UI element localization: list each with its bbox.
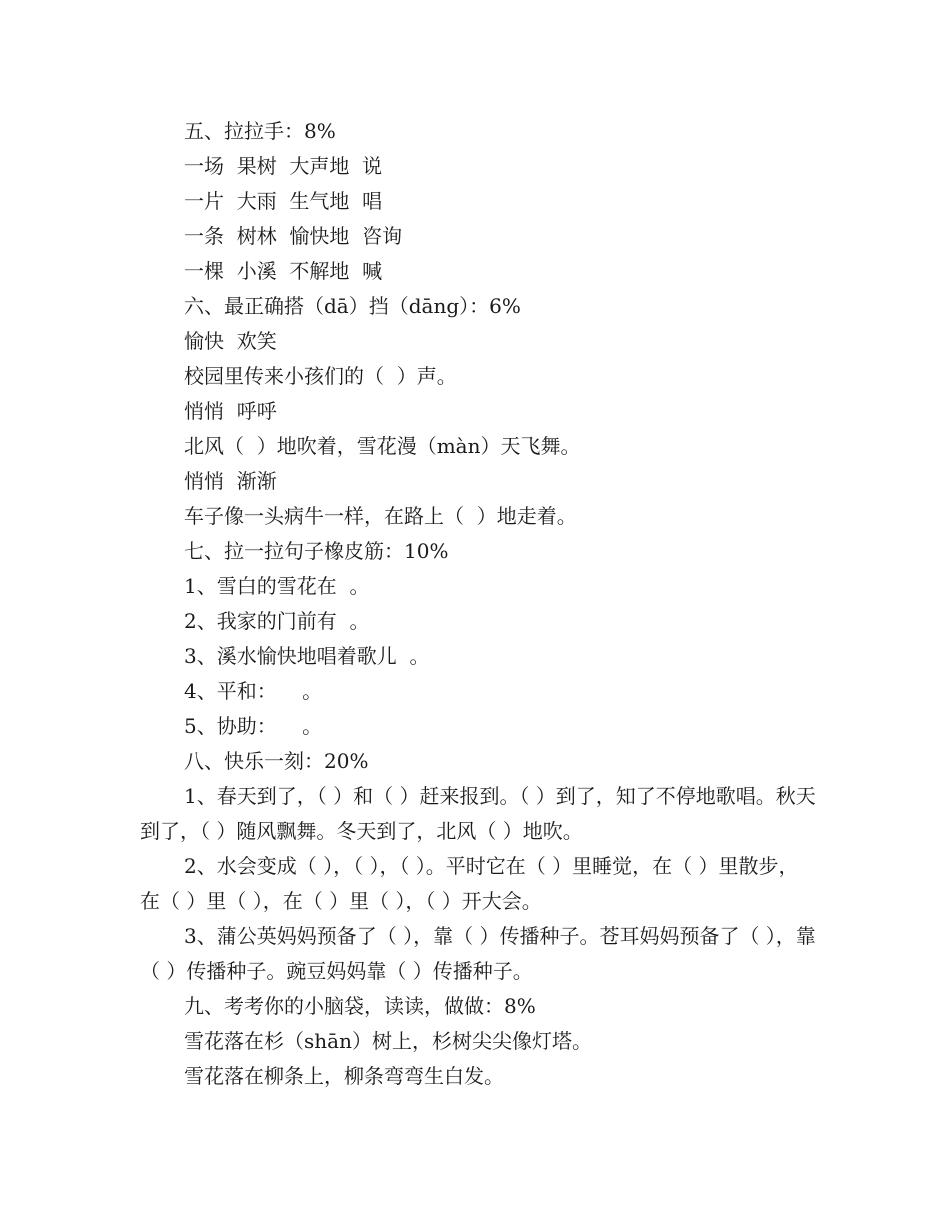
fill-sentence-2: 北风（ ）地吹着，雪花漫（màn）天飞舞。 [184, 434, 581, 458]
word-match-row-1: 一场 果树 大声地 说 [184, 154, 383, 178]
section-heading-6: 六、最正确搭（dā）挡（dāng）：6% [184, 294, 521, 318]
section-heading-5: 五、拉拉手：8% [184, 119, 336, 143]
sentence-extend-5: 5、协助： 。 [184, 714, 323, 738]
sentence-extend-2: 2、我家的门前有 。 [184, 609, 370, 633]
poem-line-2: 雪花落在柳条上，柳条弯弯生白发。 [184, 1064, 504, 1088]
fill-sentence-3: 车子像一头病牛一样，在路上（ ）地走着。 [184, 504, 577, 528]
sentence-extend-1: 1、雪白的雪花在 。 [184, 574, 370, 598]
section-heading-8: 八、快乐一刻：20% [184, 749, 369, 773]
sentence-extend-4: 4、平和： 。 [184, 679, 323, 703]
word-match-row-3: 一条 树林 愉快地 咨询 [184, 224, 403, 248]
poem-line-1: 雪花落在杉（shān）树上，杉树尖尖像灯塔。 [184, 1029, 592, 1053]
sentence-extend-3: 3、溪水愉快地唱着歌儿 。 [184, 644, 430, 668]
word-choice-2: 悄悄 呼呼 [184, 399, 277, 423]
section-heading-7: 七、拉一拉句子橡皮筋：10% [184, 539, 449, 563]
word-choice-3: 悄悄 渐渐 [184, 469, 277, 493]
fill-paragraph-3: 3、蒲公英妈妈预备了（ ），靠（ ）传播种子。苍耳妈妈预备了（ ），靠（ ）传播种子。豌豆妈妈靠（ ）传播种子。 [140, 924, 816, 983]
word-match-row-4: 一棵 小溪 不解地 喊 [184, 259, 383, 283]
fill-paragraph-1: 1、春天到了，（ ）和（ ）赶来报到。（ ）到了，知了不停地歌唱。秋天到了，（ ）随风飘舞。冬天到了，北风（ ）地吹。 [140, 784, 816, 843]
fill-paragraph-2: 2、水会变成（ ），（ ），（ ）。平时它在（ ）里睡觉，在（ ）里散步，在（ ）里（ ），在（ ）里（ ），（ ）开大会。 [140, 854, 799, 913]
word-choice-1: 愉快 欢笑 [184, 329, 277, 353]
document-body [140, 114, 816, 1094]
section-heading-9: 九、考考你的小脑袋，读读，做做：8% [184, 994, 536, 1018]
word-match-row-2: 一片 大雨 生气地 唱 [184, 189, 383, 213]
fill-sentence-1: 校园里传来小孩们的（ ）声。 [184, 364, 457, 388]
